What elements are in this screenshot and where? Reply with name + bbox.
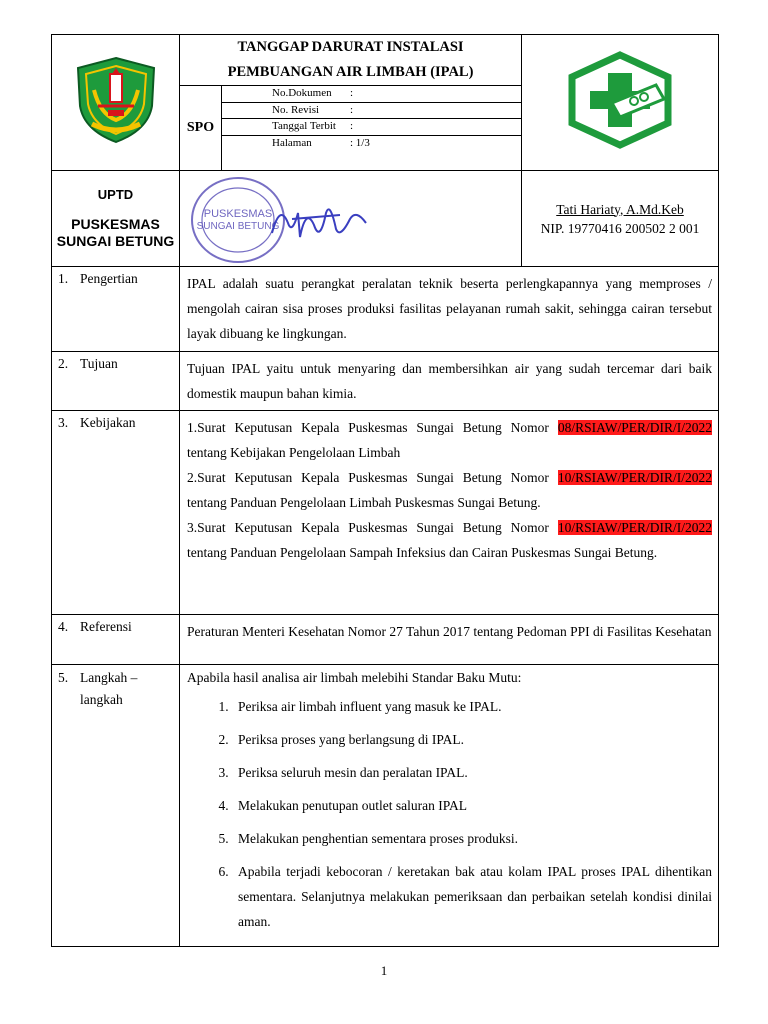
- section-content: [180, 267, 719, 352]
- signature-icon: [272, 209, 366, 237]
- list-item: 6. Apabila terjadi kebocoran / keretakan bak atau kolam IPAL proses IPAL dihentikan sementara. Selanjutnya melakukan pemeriksaan dan perbaikan setelah kondisi dinilai aman.: [232, 859, 712, 934]
- section-number: 1.: [58, 271, 69, 286]
- steps-list: [187, 694, 712, 934]
- section-number: 3.: [58, 415, 69, 430]
- section-number: 5.: [58, 670, 69, 685]
- signer-nip: NIP. 19770416 200502 2 001: [540, 220, 700, 236]
- list-item: 5. Melakukan penghentian sementara proses produksi.: [232, 826, 712, 851]
- section-referensi: [52, 615, 719, 665]
- kebijakan-text: 3.Surat Keputusan Kepala Puskesmas Sungai Betung Nomor: [187, 520, 549, 535]
- list-item: 1. Periksa air limbah influent yang masuk ke IPAL.: [232, 694, 712, 719]
- section-title: Pengertian: [80, 271, 138, 286]
- section-title: Referensi: [80, 619, 132, 634]
- org-unit: UPTD: [97, 187, 134, 202]
- meta-label: Halaman: [272, 136, 312, 149]
- meta-value: : 1/3: [350, 136, 370, 149]
- health-cross-icon: [564, 51, 676, 149]
- kebijakan-text: 2.Surat Keputusan Kepala Puskesmas Sungai Betung Nomor: [187, 470, 549, 485]
- section-tujuan: [52, 352, 719, 411]
- official-stamp-icon: [180, 173, 440, 265]
- section-number: 4.: [58, 619, 69, 634]
- meta-label: No. Revisi: [272, 103, 320, 116]
- kebijakan-text: 1.Surat Keputusan Kepala Puskesmas Sungai Betung Nomor: [187, 420, 549, 435]
- kebijakan-text: tentang Panduan Pengelolaan Sampah Infeksius dan Cairan Puskesmas Sungai Betung.: [187, 545, 658, 560]
- meta-label: Tanggal Terbit: [272, 120, 336, 132]
- spo-document: [51, 34, 718, 947]
- health-logo-cell: [522, 35, 719, 171]
- pengertian-text: IPAL adalah suatu perangkat peralatan teknik beserta perlengkapannya yang memproses / mengolah cairan sisa proses produksi fasilitas pelayanan rumah sakit, sehingga cairan tersebut layak dibuang ke lingkungan.: [187, 276, 712, 341]
- title-line-2: PEMBUANGAN AIR LIMBAH (IPAL): [227, 64, 474, 80]
- section-number: 2.: [58, 356, 69, 371]
- section-label: [52, 615, 180, 665]
- meta-value: :: [350, 87, 354, 99]
- document-title: [180, 35, 522, 86]
- meta-row: [222, 118, 521, 135]
- signer-cell: [522, 171, 719, 267]
- kebijakan-text: tentang Panduan Pengelolaan Limbah Puskesmas Sungai Betung.: [187, 495, 541, 510]
- referensi-text: Peraturan Menteri Kesehatan Nomor 27 Tahun 2017 tentang Pedoman PPI di Fasilitas Kesehatan: [187, 624, 712, 639]
- signer-name: Tati Hariaty, A.Md.Keb: [556, 201, 684, 217]
- section-content: [180, 665, 719, 947]
- section-title: Langkah – langkah: [80, 670, 138, 707]
- kebijakan-text: tentang Kebijakan Pengelolaan Limbah: [187, 445, 401, 460]
- section-kebijakan: [52, 411, 719, 615]
- section-content: [180, 352, 719, 411]
- kebijakan-item: [187, 515, 712, 565]
- list-item: 3. Periksa seluruh mesin dan peralatan IPAL.: [232, 760, 712, 785]
- page-number: 1: [380, 963, 388, 978]
- document-number-highlight: 08/RSIAW/PER/DIR/I/2022: [557, 420, 712, 435]
- org-name: PUSKESMAS SUNGAI BETUNG: [56, 216, 175, 249]
- regional-emblem-icon: [70, 54, 162, 146]
- kebijakan-item: [187, 415, 712, 465]
- document-meta: [222, 86, 522, 171]
- stamp-text-bottom: SUNGAI BETUNG: [196, 220, 280, 232]
- section-content: [180, 411, 719, 615]
- langkah-intro: Apabila hasil analisa air limbah melebihi Standar Baku Mutu:: [187, 670, 522, 685]
- kebijakan-item: [187, 465, 712, 515]
- document-header: [51, 34, 719, 267]
- stamp-text-top: PUSKESMAS: [203, 207, 273, 220]
- section-label: [52, 665, 180, 947]
- meta-row: [222, 86, 521, 102]
- title-line-1: TANGGAP DARURAT INSTALASI: [237, 39, 464, 55]
- section-label: [52, 267, 180, 352]
- meta-row: [222, 102, 521, 119]
- meta-label: No.Dokumen: [272, 87, 332, 99]
- organization-cell: [52, 171, 180, 267]
- section-label: [52, 352, 180, 411]
- meta-value: :: [350, 103, 354, 116]
- section-content: [180, 615, 719, 665]
- section-langkah: [52, 665, 719, 947]
- document-number-highlight: 10/RSIAW/PER/DIR/I/2022: [557, 520, 712, 535]
- procedure-table: [51, 266, 719, 947]
- stamp-signature-cell: [180, 171, 522, 267]
- document-number-highlight: 10/RSIAW/PER/DIR/I/2022: [557, 470, 712, 485]
- section-title: Tujuan: [80, 356, 118, 371]
- list-item: 2. Periksa proses yang berlangsung di IPAL.: [232, 727, 712, 752]
- meta-row: [222, 135, 521, 152]
- section-label: [52, 411, 180, 615]
- section-title: Kebijakan: [80, 415, 136, 430]
- meta-value: :: [350, 120, 354, 132]
- section-pengertian: [52, 267, 719, 352]
- regional-logo-cell: [52, 35, 180, 171]
- tujuan-text: Tujuan IPAL yaitu untuk menyaring dan membersihkan air yang sudah tercemar dari baik domestik maupun bahan kimia.: [187, 361, 712, 401]
- list-item: 4. Melakukan penutupan outlet saluran IPAL: [232, 793, 712, 818]
- spo-label: SPO: [180, 86, 222, 171]
